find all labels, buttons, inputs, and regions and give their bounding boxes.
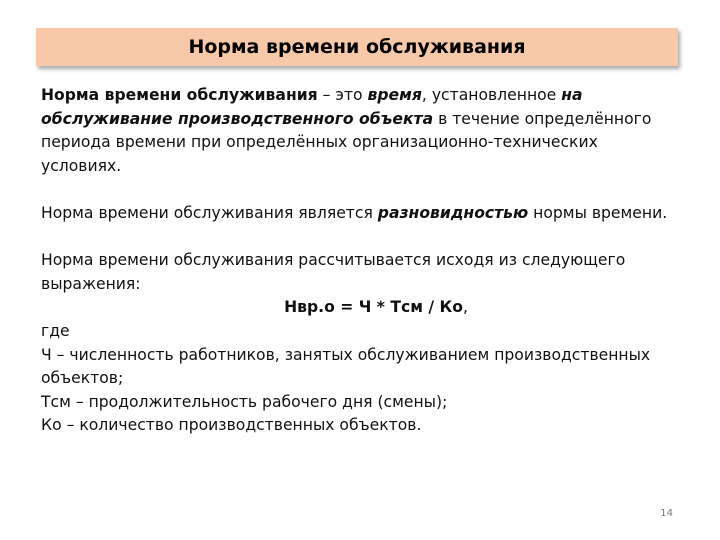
formula-expression: Нвр.о = Ч * Тсм / Ко: [284, 298, 463, 317]
definition-where: где: [41, 321, 70, 340]
definition-ch: Ч – численность работников, занятых обслуживанием производственных объектов;: [41, 345, 651, 388]
emphasis-service: на обслуживание производственного объекта: [41, 86, 583, 128]
definition-tsm: Тсм – продолжительность рабочего дня (смены);: [41, 392, 448, 411]
type-paragraph: Норма времени обслуживания является разновидностью нормы времени.: [41, 203, 668, 222]
formula: Нвр.о = Ч * Тсм / Ко,: [284, 298, 468, 317]
slide-body: [41, 84, 681, 438]
calculation-paragraph: Норма времени обслуживания рассчитывается исходя из следующего выражения:: [41, 251, 626, 293]
definition-ko: Ко – количество производственных объектов.: [41, 416, 422, 435]
emphasis-variety: разновидностью: [377, 203, 529, 222]
slide-title: Норма времени обслуживания: [188, 36, 526, 58]
definition-paragraph: Норма времени обслуживания – это время, установленное на обслуживание производственного объекта в течение определённого периода времени при определённых организационно-технических условиях.: [41, 86, 652, 175]
emphasis-time: время: [367, 86, 422, 104]
page-number: 14: [660, 508, 673, 519]
title-bar: [36, 28, 678, 66]
term: Норма времени обслуживания: [41, 86, 318, 104]
